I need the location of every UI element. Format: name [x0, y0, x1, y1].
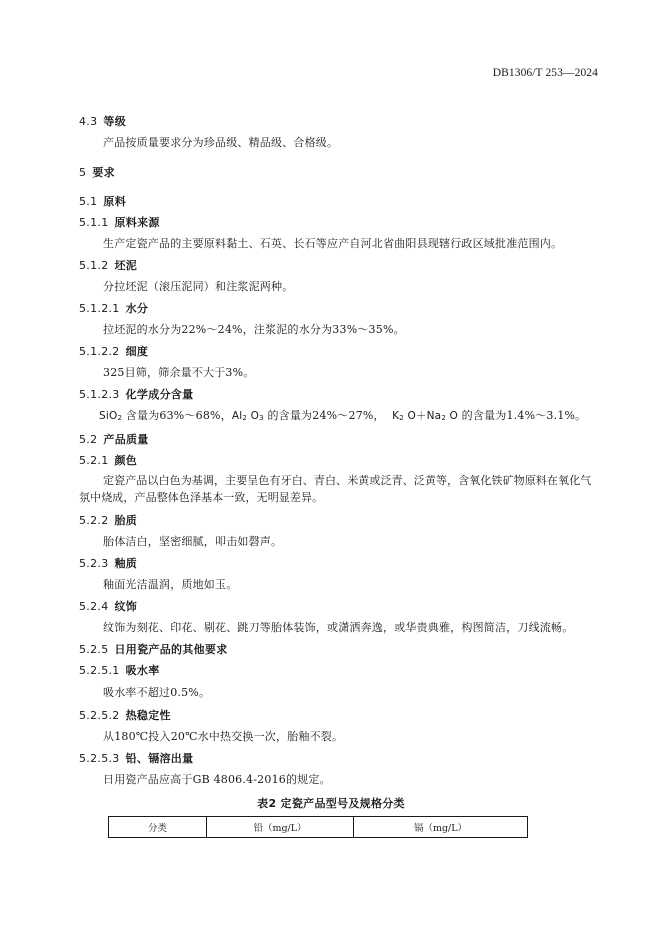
section-5-1-2-heading — [79, 257, 662, 273]
section-number: 4.3 — [79, 115, 98, 128]
section-5-2-1-text: 定瓷产品以白色为基调，主要呈色有牙白、青白、米黄或泛青、泛黄等，含氧化铁矿物原料在氧化气氛中烧成，产品整体色泽基本一致，无明显差异。 — [79, 474, 592, 504]
section-5-1-1-heading — [79, 214, 662, 230]
section-5-2-2-heading — [79, 512, 662, 528]
section-title: 细度 — [125, 345, 149, 358]
section-title: 化学成分含量 — [125, 388, 194, 401]
section-5-2-5-heading — [79, 641, 662, 657]
section-4-3-text: 产品按质量要求分为珍品级、精品级、合格级。 — [103, 136, 339, 149]
k2o-na2o-formula: $K_2$ $O+Na_2$ O — [392, 410, 458, 422]
section-title: 吸水率 — [125, 664, 160, 677]
table-header-cell: 镉（mg/L） — [354, 817, 528, 838]
section-5-1-1-text: 生产定瓷产品的主要原料黏土、石英、长石等应产自河北省曲阳县现辖行政区域批准范围内。 — [103, 237, 563, 250]
section-5-2-5-1-heading — [79, 662, 662, 678]
document-number: DB1306/T 253—2024 — [492, 67, 598, 79]
section-5-1-2-2-text: 325目筛，筛余量不大于3%。 — [103, 366, 255, 379]
section-title: 原料来源 — [114, 216, 160, 229]
section-number: 5.2.2 — [79, 514, 109, 527]
section-4-3-heading — [79, 113, 662, 129]
section-number: 5.1 — [79, 195, 98, 208]
section-5-2-1-heading — [79, 452, 662, 468]
section-5-2-3-text: 釉面光洁温润，质地如玉。 — [103, 578, 238, 591]
section-5-2-5-3-text: 日用瓷产品应高于GB 4806.4-2016的规定。 — [103, 773, 331, 786]
section-number: 5.2.1 — [79, 454, 109, 467]
section-title: 产品质量 — [103, 433, 149, 446]
section-title: 胎质 — [114, 514, 138, 527]
section-title: 釉质 — [114, 557, 138, 570]
section-title: 坯泥 — [114, 259, 138, 272]
section-5-2-4-text: 纹饰为刻花、印花、剔花、跳刀等胎体装饰，或潇洒奔逸，或华贵典雅，构图简洁，刀线流畅。 — [103, 621, 574, 634]
section-5-1-2-3-heading — [79, 386, 662, 402]
table-header-row — [109, 817, 528, 838]
section-5-1-2-2-heading — [79, 343, 662, 359]
section-number: 5.2.5.2 — [79, 709, 120, 722]
section-number: 5.2.5 — [79, 643, 109, 656]
section-title: 颜色 — [114, 454, 138, 467]
section-5-2-2-text: 胎体洁白，坚密细腻，叩击如磬声。 — [103, 535, 283, 548]
section-5-2-5-1-text: 吸水率不超过0.5%。 — [103, 686, 211, 699]
section-5-2-3-heading — [79, 555, 662, 571]
section-title: 要求 — [92, 166, 115, 179]
product-spec-table — [108, 816, 528, 838]
section-number: 5.1.2.3 — [79, 388, 120, 401]
k2o-na2o-content: 的含量为1.4%～3.1%。 — [457, 409, 587, 422]
section-number: 5.1.1 — [79, 216, 109, 229]
al2o3-content: 的含量为24%～27%， — [263, 409, 385, 422]
section-title: 热稳定性 — [125, 709, 171, 722]
section-5-2-5-2-text: 从180℃投入20℃水中热交换一次，胎釉不裂。 — [103, 730, 344, 743]
section-title: 日用瓷产品的其他要求 — [114, 643, 228, 656]
sio2-formula: SiO$_2$ — [99, 410, 123, 422]
section-5-1-2-3-text — [99, 407, 662, 423]
section-number: 5.1.2.1 — [79, 302, 120, 315]
sio2-content: 含量为63%～68%， — [122, 409, 232, 422]
section-5-2-heading — [79, 431, 662, 447]
section-number: 5.2.5.3 — [79, 752, 120, 765]
section-title: 等级 — [103, 115, 127, 128]
section-number: 5.2 — [79, 433, 98, 446]
section-5-1-2-1-text: 拉坯泥的水分为22%～24%，注浆泥的水分为33%～35%。 — [103, 323, 405, 336]
table-header-cell: 分类 — [109, 817, 207, 838]
section-5-heading — [79, 164, 662, 180]
section-number: 5 — [79, 166, 87, 179]
section-5-2-5-2-heading — [79, 707, 662, 723]
section-title: 纹饰 — [114, 600, 138, 613]
section-5-1-2-1-heading — [79, 300, 662, 316]
section-5-1-2-text: 分拉坯泥（滚压泥同）和注浆泥两种。 — [103, 280, 294, 293]
table-header-cell: 铅（mg/L） — [207, 817, 354, 838]
section-title: 水分 — [125, 302, 149, 315]
table-caption: 表2 定瓷产品型号及规格分类 — [257, 797, 405, 810]
al2o3-formula: $Al_2$ $O_3$ — [231, 410, 264, 422]
section-5-1-heading — [79, 193, 662, 209]
section-number: 5.2.5.1 — [79, 664, 120, 677]
section-5-2-4-heading — [79, 598, 662, 614]
section-title: 原料 — [103, 195, 127, 208]
section-title: 铅、镉溶出量 — [125, 752, 194, 765]
section-number: 5.2.3 — [79, 557, 109, 570]
section-number: 5.2.4 — [79, 600, 109, 613]
section-5-2-5-3-heading — [79, 750, 662, 766]
section-number: 5.1.2 — [79, 259, 109, 272]
section-number: 5.1.2.2 — [79, 345, 120, 358]
